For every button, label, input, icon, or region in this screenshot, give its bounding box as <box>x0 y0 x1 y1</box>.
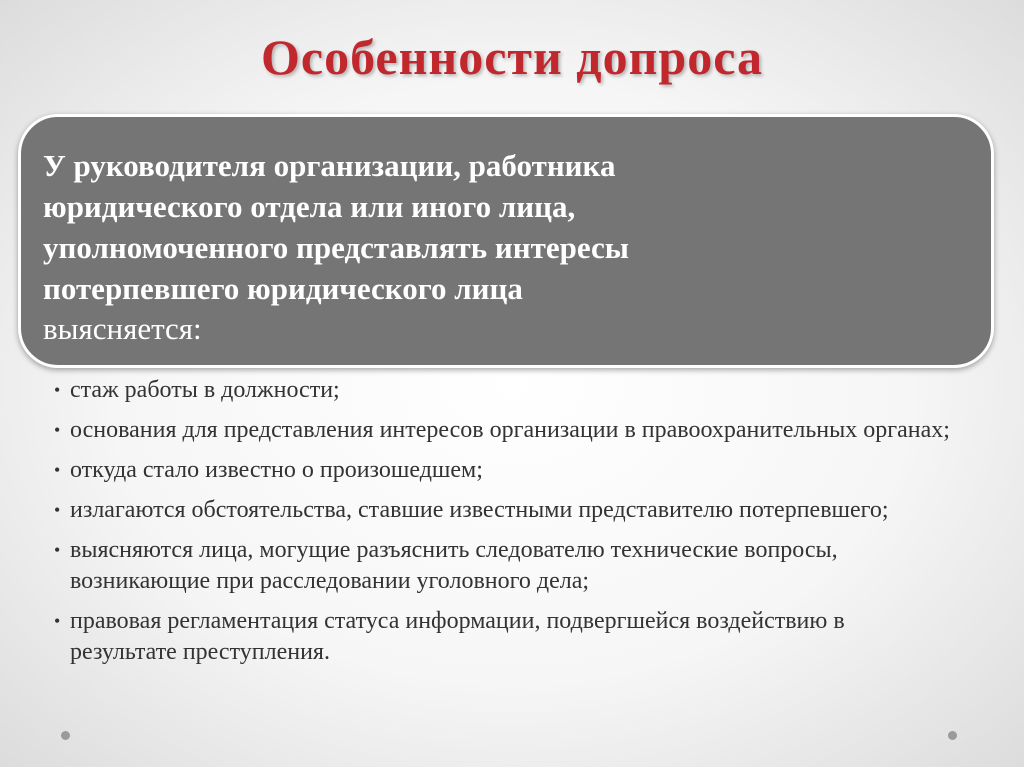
bullet-icon: • <box>54 380 61 400</box>
box-subheading: выясняется: <box>43 311 202 346</box>
bullet-icon: • <box>54 540 61 560</box>
bullet-icon: • <box>54 460 61 480</box>
list-item-text: выясняются лица, могущие разъяснить следователю технические вопросы, возникающие при расследовании уголовного дела; <box>70 537 838 594</box>
list-item <box>50 415 950 446</box>
list-item-text: основания для представления интересов организации в правоохранительных органах; <box>70 417 950 443</box>
list-item <box>50 535 950 597</box>
slide-title: Особенности допроса <box>260 29 763 85</box>
bullet-icon: • <box>54 500 61 520</box>
decorative-dot-icon <box>61 731 70 740</box>
box-heading: У руководителя организации, работника юридического отдела или иного лица, уполномоченного представлять интересы потерпевшего юридического лица <box>43 148 629 306</box>
list-item-text: правовая регламентация статуса информации, подвергшейся воздействию в результате преступления. <box>70 608 845 665</box>
list-item <box>50 375 950 406</box>
highlight-box <box>18 114 994 368</box>
decorative-dot-icon <box>948 731 957 740</box>
bullet-list <box>50 375 950 677</box>
list-item-text: стаж работы в должности; <box>70 377 340 403</box>
list-item-text: откуда стало известно о произошедшем; <box>70 457 483 483</box>
list-item-text: излагаются обстоятельства, ставшие известными представителю потерпевшего; <box>70 497 889 523</box>
list-item <box>50 606 950 668</box>
bullet-icon: • <box>54 611 61 631</box>
list-item <box>50 455 950 486</box>
bullet-icon: • <box>54 420 61 440</box>
list-item <box>50 495 950 526</box>
